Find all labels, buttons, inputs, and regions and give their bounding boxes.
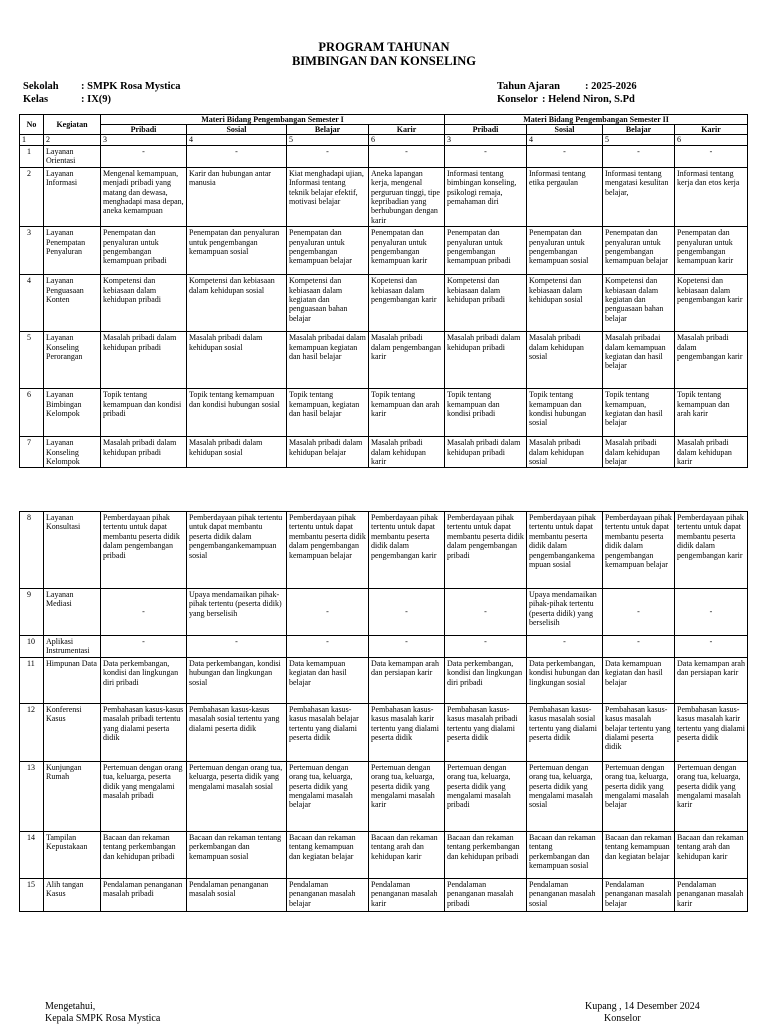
materi-cell: Topik tentang kemampuan, kegiatan dan hasil belajar [603, 389, 675, 437]
materi-cell: Pendalaman penanganan masalah sosial [187, 878, 287, 911]
materi-cell: Masalah pribadi dalam kehidupan sosial [527, 332, 603, 389]
materi-cell: - [187, 146, 287, 168]
header-row-semesters [20, 115, 748, 125]
table-row [20, 636, 748, 658]
materi-cell: Masalah pribadi dalam pengembangan karir [369, 332, 445, 389]
index-cell: 3 [445, 135, 527, 146]
materi-cell: Pembahasan kasus-kasus masalah belajar tertentu yang dialami peserta didik [603, 703, 675, 761]
materi-cell: Kompetensi dan kebiasaan dalam kehidupan sosial [527, 275, 603, 332]
materi-cell: Masalah pribadi dalam kehidupan pribadi [445, 332, 527, 389]
materi-cell: - [187, 636, 287, 658]
materi-cell: Kompetensi dan kebiasaan dalam kegiatan dan penguasaan bahan belajar [603, 275, 675, 332]
materi-cell: Pemberdayaan pihak tertentu untuk dapat membantu peserta didik dalam pengembangankemampuan sosial [187, 512, 287, 589]
index-cell: 1 [20, 135, 44, 146]
sekolah-label: Sekolah [23, 81, 59, 92]
materi-cell: Bacaan dan rekaman tentang kemampuan dan kegiatan belajar [603, 831, 675, 878]
row-kegiatan: Konferensi Kasus [44, 703, 101, 761]
materi-cell: Bacaan dan rekaman tentang arah dan kehidupan karir [369, 831, 445, 878]
materi-cell: Pembahasan kasus-kasus masalah sosial tertentu yang dialami peserta didik [187, 703, 287, 761]
materi-cell: Data kemampuan kegiatan dan hasil belajar [603, 657, 675, 703]
table-row [20, 437, 748, 468]
materi-cell: Pertemuan dengan orang tua, keluarga, peserta didik yang mengalami masalah pribadi [445, 761, 527, 831]
materi-cell: Pemberdayaan pihak tertentu untuk dapat membantu peserta didik dalam pengembangan kemampuan belajar [287, 512, 369, 589]
row-number: 7 [20, 437, 44, 468]
materi-cell: Informasi tentang etika pergaulan [527, 167, 603, 226]
row-kegiatan: Layanan Konseling Perorangan [44, 332, 101, 389]
header-semester-1: Materi Bidang Pengembangan Semester I [101, 115, 445, 125]
materi-cell: Pertemuan dengan orang tua, keluarga, peserta didik yang mengalami masalah karir [369, 761, 445, 831]
materi-cell: Pembahasan kasus-kasus masalah karir tertentu yang dialami peserta didik [369, 703, 445, 761]
materi-cell: Pendalaman penanganan masalah pribadi [445, 878, 527, 911]
row-number: 2 [20, 167, 44, 226]
materi-cell: - [101, 146, 187, 168]
index-cell: 6 [675, 135, 748, 146]
materi-cell: Penempatan dan penyaluran untuk pengembangan kemampuan karir [675, 227, 748, 275]
materi-cell: Bacaan dan rekaman tentang perkembangan dan kehidupan pribadi [445, 831, 527, 878]
materi-cell: - [527, 636, 603, 658]
table-row [20, 146, 748, 168]
row-number: 6 [20, 389, 44, 437]
materi-cell: Pendalaman penanganan masalah belajar [287, 878, 369, 911]
materi-cell: Kopetensi dan kebiasaan dalam pengembangan karir [675, 275, 748, 332]
materi-cell: Informasi tentang kerja dan etos kerja [675, 167, 748, 226]
header-no: No [20, 115, 44, 135]
materi-cell: Topik tentang kemampuan dan kondisi hubungan sosial [187, 389, 287, 437]
table-row [20, 703, 748, 761]
materi-cell: Pertemuan dengan orang tua, keluarga, peserta didik yang mengalami masalah sosial [527, 761, 603, 831]
header-row-index [20, 135, 748, 146]
materi-cell: Masalah pribadi dalam kehidupan pribadi [101, 332, 187, 389]
table-row [20, 332, 748, 389]
materi-cell: Kiat menghadapi ujian, Informasi tentang teknik belajar efektif, motivasi belajar [287, 167, 369, 226]
materi-cell: Data perkembangan, kondisi dan lingkungan diri pribadi [445, 657, 527, 703]
materi-cell: Topik tentang kemampuan dan kondisi hubungan sosial [527, 389, 603, 437]
materi-cell: Pertemuan dengan orang tua, keluarga, peserta didik yang mengalami masalah belajar [287, 761, 369, 831]
materi-cell: Informasi tentang mengatasi kesulitan belajar, [603, 167, 675, 226]
materi-cell: Penempatan dan penyaluran untuk pengembangan kemampuan karir [369, 227, 445, 275]
row-number: 9 [20, 589, 44, 636]
konselor-value: : Helend Niron, S.Pd [542, 94, 635, 105]
materi-cell: Data kemampan arah dan persiapan karir [369, 657, 445, 703]
materi-cell: Data kemampan arah dan persiapan karir [675, 657, 748, 703]
materi-cell: Masalah pribadi dalam kehidupan belajar [287, 437, 369, 468]
materi-cell: Upaya mendamaikan pihak-pihak tertentu (peserta didik) yang berselisih [187, 589, 287, 636]
materi-cell: Pendalaman penanganan masalah belajar [603, 878, 675, 911]
table-row [20, 227, 748, 275]
index-cell: 2 [44, 135, 101, 146]
materi-cell: Pertemuan dengan orang tua, keluarga, peserta didik yang mengalami masalah sosial [187, 761, 287, 831]
index-cell: 5 [603, 135, 675, 146]
program-table-part2 [19, 511, 748, 912]
header-semester-2: Materi Bidang Pengembangan Semester II [445, 115, 748, 125]
row-kegiatan: Himpunan Data [44, 657, 101, 703]
materi-cell: Pembahasan kasus-kasus masalah belajar tertentu yang dialami peserta didik [287, 703, 369, 761]
materi-cell: Masalah pribadi dalam kehidupan sosial [187, 332, 287, 389]
row-kegiatan: Aplikasi Instrumentasi [44, 636, 101, 658]
header-pribadi: Pribadi [445, 125, 527, 135]
materi-cell: Mengenal kemampuan, menjadi pribadi yang matang dan dewasa, menghadapi masa depan, aneka kemampuan [101, 167, 187, 226]
row-kegiatan: Tampilan Kepustakaan [44, 831, 101, 878]
table-row [20, 878, 748, 911]
table-row [20, 275, 748, 332]
index-cell: 5 [287, 135, 369, 146]
materi-cell: Pertemuan dengan orang tua, keluarga, peserta didik yang mengalami masalah karir [675, 761, 748, 831]
footer-mengetahui: Mengetahui, [45, 1001, 96, 1012]
materi-cell: Masalah pribadi dalam kehidupan karir [369, 437, 445, 468]
materi-cell: Masalah pribadai dalam kemampuan kegiatan dan hasil belajar [603, 332, 675, 389]
materi-cell: Pemberdayaan pihak tertentu untuk dapat membantu peserta didik dalam pengembangankema mpuan sosial [527, 512, 603, 589]
materi-cell: Penempatan dan penyaluran untuk pengembangan kemampuan pribadi [101, 227, 187, 275]
materi-cell: Pembahasan kasus-kasus masalah pribadi tertentu yang dialami peserta didik [445, 703, 527, 761]
meta-sekolah [23, 80, 180, 93]
table-row [20, 831, 748, 878]
materi-cell: Penempatan dan penyaluran untuk pengembangan kemampuan sosial [187, 227, 287, 275]
materi-cell: Bacaan dan rekaman tentang kemampuan dan kegiatan belajar [287, 831, 369, 878]
materi-cell: Data perkembangan, kondisi dan lingkungan diri pribadi [101, 657, 187, 703]
row-number: 11 [20, 657, 44, 703]
materi-cell: - [603, 146, 675, 168]
footer-place-date: Kupang , 14 Desember 2024 [585, 1001, 700, 1012]
tahun-ajaran-label: Tahun Ajaran [497, 81, 560, 92]
materi-cell: Masalah pribadi dalam kehidupan pribadi [101, 437, 187, 468]
row-number: 13 [20, 761, 44, 831]
materi-cell: Penempatan dan penyaluran untuk pengembangan kemampuan sosial [527, 227, 603, 275]
materi-cell: Pemberdayaan pihak tertentu untuk dapat membantu peserta didik dalam pengembangan karir [675, 512, 748, 589]
materi-cell: - [445, 146, 527, 168]
sekolah-value: : SMPK Rosa Mystica [81, 81, 181, 92]
materi-cell: Masalah pribadi dalam kehidupan belajar [603, 437, 675, 468]
materi-cell: - [603, 636, 675, 658]
materi-cell: Topik tentang kemampuan dan arah karir [369, 389, 445, 437]
materi-cell: Pembahasan kasus-kasus masalah sosial tertentu yang dialami peserta didik [527, 703, 603, 761]
document-title-line2: BIMBINGAN DAN KONSELING [291, 54, 477, 68]
materi-cell: Penempatan dan penyaluran untuk pengembangan kemampuan pribadi [445, 227, 527, 275]
materi-cell: Masalah pribadai dalam kemampuan kegiatan dan hasil belajar [287, 332, 369, 389]
table-row [20, 589, 748, 636]
materi-cell: Bacaan dan rekaman tentang perkembangan dan kehidupan pribadi [101, 831, 187, 878]
index-cell: 3 [101, 135, 187, 146]
row-kegiatan: Layanan Penguasaan Konten [44, 275, 101, 332]
materi-cell: Masalah pribadi dalam kehidupan sosial [187, 437, 287, 468]
header-karir: Karir [675, 125, 748, 135]
materi-cell: Bacaan dan rekaman tentang arah dan kehidupan karir [675, 831, 748, 878]
materi-cell: - [603, 589, 675, 636]
materi-cell: Informasi tentang bimbingan konseling, psikologi remaja, pemahaman diri [445, 167, 527, 226]
tahun-ajaran-value: : 2025-2026 [585, 81, 637, 92]
materi-cell: Bacaan dan rekaman tentang perkembangan dan kemampuan sosial [527, 831, 603, 878]
kelas-value: : IX(9) [81, 94, 112, 105]
materi-cell: Kompetensi dan kebiasaan dalam kegiatan dan penguasaan bahan belajar [287, 275, 369, 332]
materi-cell: Pendalaman penanganan masalah karir [369, 878, 445, 911]
materi-cell: Topik tentang kemampuan dan kondisi pribadi [445, 389, 527, 437]
row-kegiatan: Layanan Mediasi [44, 589, 101, 636]
materi-cell: - [101, 589, 187, 636]
meta-tahun-ajaran [497, 80, 637, 93]
materi-cell: Masalah pribadi dalam kehidupan sosial [527, 437, 603, 468]
table-body-part2 [20, 512, 748, 912]
materi-cell: Topik tentang kemampuan, kegiatan dan hasil belajar [287, 389, 369, 437]
materi-cell: Data kemampuan kegiatan dan hasil belajar [287, 657, 369, 703]
table-body-part1 [20, 146, 748, 468]
header-belajar: Belajar [603, 125, 675, 135]
row-kegiatan: Alih tangan Kasus [44, 878, 101, 911]
table-row [20, 657, 748, 703]
row-kegiatan: Layanan Konseling Kelompok [44, 437, 101, 468]
materi-cell: Pertemuan dengan orang tua, keluarga, peserta didik yang mengalami masalah belajar [603, 761, 675, 831]
materi-cell: - [675, 636, 748, 658]
index-cell: 4 [527, 135, 603, 146]
materi-cell: Penempatan dan penyaluran untuk pengembangan kemampuan belajar [603, 227, 675, 275]
materi-cell: Bacaan dan rekaman tentang perkembangan dan kemampuan sosial [187, 831, 287, 878]
materi-cell: - [675, 146, 748, 168]
materi-cell: Kompetensi dan kebiasaan dalam kehidupan pribadi [101, 275, 187, 332]
footer-konselor: Konselor [604, 1013, 641, 1024]
materi-cell: Topik tentang kemampuan dan arah karir [675, 389, 748, 437]
document-title-line1: PROGRAM TAHUNAN [318, 40, 450, 54]
row-kegiatan: Layanan Bimbingan Kelompok [44, 389, 101, 437]
materi-cell: Pertemuan dengan orang tua, keluarga, peserta didik yang mengalami masalah pribadi [101, 761, 187, 831]
materi-cell: Pendalaman penanganan masalah sosial [527, 878, 603, 911]
materi-cell: - [445, 636, 527, 658]
materi-cell: - [675, 589, 748, 636]
row-kegiatan: Kunjungan Rumah [44, 761, 101, 831]
row-number: 3 [20, 227, 44, 275]
materi-cell: Kompetensi dan kebiasaan dalam kehidupan sosial [187, 275, 287, 332]
materi-cell: Topik tentang kemampuan dan kondisi pribadi [101, 389, 187, 437]
materi-cell: - [527, 146, 603, 168]
materi-cell: Pemberdayaan pihak tertentu untuk dapat membantu peserta didik dalam pengembangan pribadi [101, 512, 187, 589]
materi-cell: Masalah pribadi dalam kehidupan karir [675, 437, 748, 468]
materi-cell: - [369, 589, 445, 636]
row-number: 12 [20, 703, 44, 761]
header-kegiatan: Kegiatan [44, 115, 101, 135]
materi-cell: Pendalaman penanganan masalah karir [675, 878, 748, 911]
materi-cell: Penempatan dan penyaluran untuk pengembangan kemampuan belajar [287, 227, 369, 275]
materi-cell: - [287, 636, 369, 658]
table-row [20, 389, 748, 437]
row-kegiatan: Layanan Penempatan Penyaluran [44, 227, 101, 275]
materi-cell: Pembahasan kasus-kasus masalah pribadi tertentu yang dialami peserta didik [101, 703, 187, 761]
materi-cell: Pendalaman penanganan masalah pribadi [101, 878, 187, 911]
header-belajar: Belajar [287, 125, 369, 135]
materi-cell: Kopetensi dan kebiasaan dalam pengembangan karir [369, 275, 445, 332]
materi-cell: Aneka lapangan kerja, mengenal perguruan tinggi, tipe kepribadian yang berhubungan dengan karir [369, 167, 445, 226]
materi-cell: Upaya mendamaikan pihak-pihak tertentu (peserta didik) yang berselisih [527, 589, 603, 636]
row-number: 4 [20, 275, 44, 332]
header-row-fields [20, 125, 748, 135]
program-table-part1 [19, 114, 748, 468]
materi-cell: Pemberdayaan pihak tertentu untuk dapat membantu peserta didik dalam pengembangan karir [369, 512, 445, 589]
row-number: 14 [20, 831, 44, 878]
materi-cell: Pemberdayaan pihak tertentu untuk dapat membantu peserta didik dalam pengembangan pribadi [445, 512, 527, 589]
index-cell: 4 [187, 135, 287, 146]
header-pribadi: Pribadi [101, 125, 187, 135]
table-row [20, 512, 748, 589]
row-kegiatan: Layanan Konsultasi [44, 512, 101, 589]
row-number: 15 [20, 878, 44, 911]
materi-cell: Masalah pribadi dalam pengembangan karir [675, 332, 748, 389]
table-row [20, 167, 748, 226]
materi-cell: Masalah pribadi dalam kehidupan pribadi [445, 437, 527, 468]
materi-cell: Pembahasan kasus-kasus masalah karir tertentu yang dialami peserta didik [675, 703, 748, 761]
header-sosial: Sosial [187, 125, 287, 135]
meta-konselor [497, 93, 635, 106]
index-cell: 6 [369, 135, 445, 146]
footer-kepala-sekolah: Kepala SMPK Rosa Mystica [45, 1013, 161, 1024]
table-row [20, 761, 748, 831]
konselor-label: Konselor [497, 94, 538, 105]
row-number: 10 [20, 636, 44, 658]
materi-cell: - [445, 589, 527, 636]
row-number: 5 [20, 332, 44, 389]
meta-kelas [23, 93, 111, 106]
header-karir: Karir [369, 125, 445, 135]
materi-cell: Pemberdayaan pihak tertentu untuk dapat membantu peserta didik dalam pengembangan kemampuan belajar [603, 512, 675, 589]
materi-cell: Data perkembangan, kondisi hubungan dan lingkungan sosial [527, 657, 603, 703]
materi-cell: Data perkembangan, kondisi hubungan dan lingkungan sosial [187, 657, 287, 703]
materi-cell: - [369, 636, 445, 658]
row-kegiatan: Layanan Orientasi [44, 146, 101, 168]
header-sosial: Sosial [527, 125, 603, 135]
materi-cell: - [287, 589, 369, 636]
row-number: 1 [20, 146, 44, 168]
materi-cell: Kompetensi dan kebiasaan dalam kehidupan pribadi [445, 275, 527, 332]
row-kegiatan: Layanan Informasi [44, 167, 101, 226]
materi-cell: - [287, 146, 369, 168]
materi-cell: Karir dan hubungan antar manusia [187, 167, 287, 226]
materi-cell: - [369, 146, 445, 168]
row-number: 8 [20, 512, 44, 589]
kelas-label: Kelas [23, 94, 49, 105]
materi-cell: - [101, 636, 187, 658]
